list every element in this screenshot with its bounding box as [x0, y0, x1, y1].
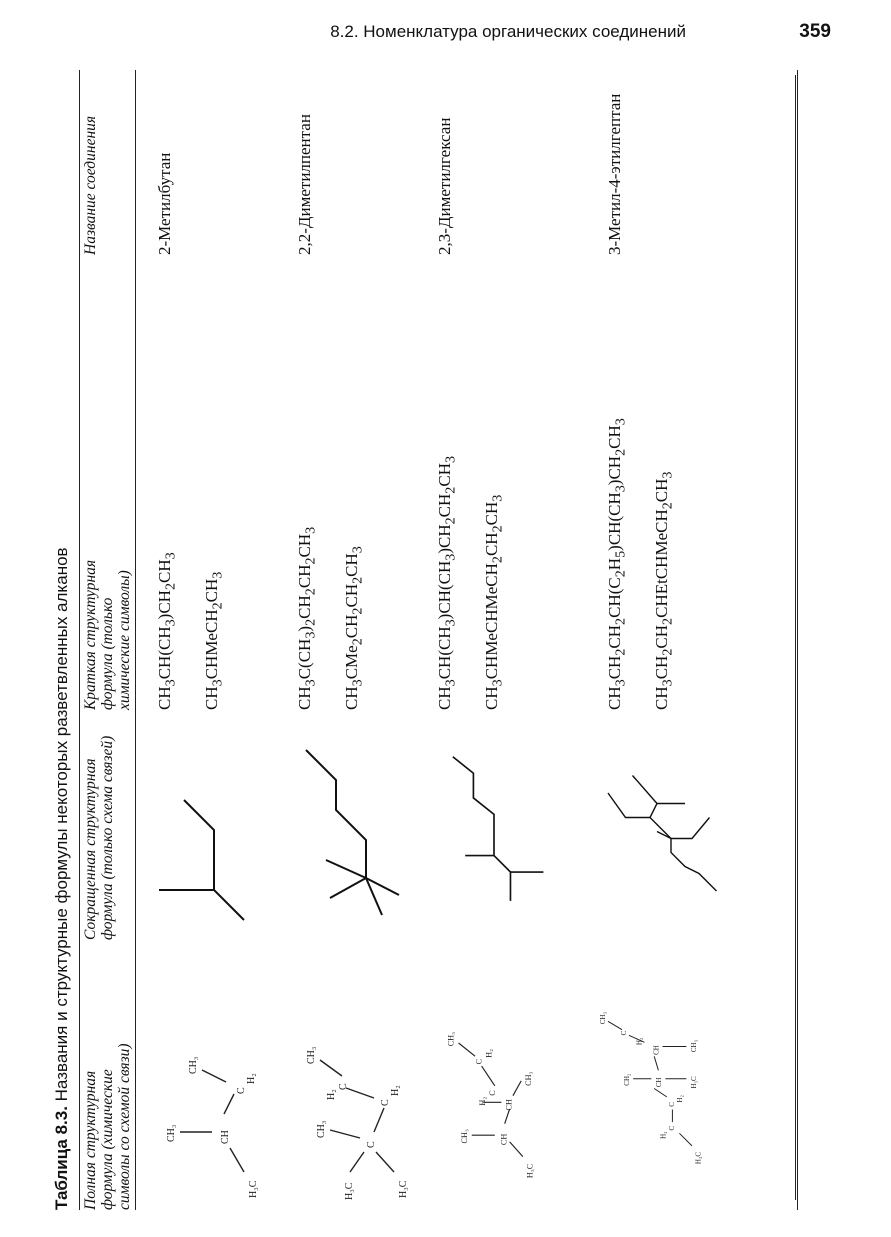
- rotated-table: [52, 70, 812, 1210]
- chapter-title: 8.2. Номенклатура органических соединений: [330, 22, 686, 41]
- formula-subscript: 2: [612, 448, 629, 456]
- formula-part: CHEtCHMeCH: [652, 509, 672, 618]
- condensed-formula: [284, 270, 331, 710]
- condensed-formula-short: [641, 270, 688, 710]
- formula-subscript: 2: [489, 525, 506, 533]
- svg-text:H₃C: H₃C: [248, 1180, 259, 1198]
- col-header-skeletal: [82, 736, 116, 940]
- formula-part: CH: [482, 532, 502, 557]
- condensed-formula-short: [331, 270, 378, 710]
- svg-text:H₃C: H₃C: [694, 1151, 703, 1165]
- table-bottom-rule: [797, 70, 798, 1210]
- svg-text:CH₃: CH₃: [690, 1039, 699, 1053]
- formula-part: )CH: [605, 455, 624, 486]
- formula-part: CH(C: [605, 577, 624, 618]
- formula-part: CH: [605, 624, 624, 649]
- formula-part: CH: [605, 655, 624, 680]
- col-header-line: Сокращенная структурная: [82, 758, 99, 940]
- table-caption-text: Названия и структурные формулы некоторых разветвленных алканов: [52, 547, 71, 1107]
- formula-part: CH: [482, 501, 502, 526]
- formula-subscript: 2: [612, 617, 629, 625]
- formula-part: CH(CH: [155, 626, 174, 680]
- compound-name: 3-Метил-4-этилгептан: [605, 93, 624, 255]
- full-structure-3-methyl-4-ethylheptane: [594, 960, 734, 1210]
- col-header-line: символы со схемой связи): [116, 1043, 133, 1210]
- table-row: [284, 70, 424, 1210]
- condensed-formula: [424, 270, 471, 710]
- formula-part: )CH: [155, 590, 174, 620]
- formula-part: CH: [202, 686, 222, 710]
- formula-subscript: 3: [612, 418, 629, 426]
- condensed-formulas: [144, 270, 239, 710]
- formula-part: CH: [482, 686, 502, 710]
- formula-part: CH: [435, 493, 454, 518]
- condensed-formula: [144, 270, 191, 710]
- table-top-rule: [79, 70, 80, 1210]
- formula-part: CH: [342, 583, 362, 608]
- compound-name: 2,2-Диметилпентан: [295, 114, 314, 255]
- svg-text:CH: CH: [220, 1130, 231, 1144]
- formula-subscript: 3: [349, 546, 366, 554]
- svg-text:H₃C: H₃C: [525, 1163, 535, 1179]
- formula-subscript: 2: [349, 638, 366, 646]
- col-header-line: формула (только: [99, 597, 116, 710]
- table-caption-label: Таблица 8.3.: [52, 1106, 71, 1210]
- formula-subscript: 2: [659, 648, 676, 656]
- svg-text:H₂: H₂: [676, 1095, 685, 1103]
- formula-subscript: 3: [612, 679, 629, 687]
- svg-text:H₂: H₂: [484, 1049, 494, 1058]
- svg-text:CH₂: CH₂: [623, 1073, 631, 1086]
- svg-text:C: C: [380, 1099, 391, 1106]
- svg-text:H₂: H₂: [246, 1073, 257, 1084]
- formula-subscript: 3: [162, 679, 179, 687]
- formula-subscript: 3: [659, 471, 676, 479]
- skeletal-2-methylbutane: [144, 730, 284, 940]
- formula-subscript: 2: [349, 607, 366, 615]
- formula-subscript: 3: [209, 679, 226, 687]
- svg-text:H₃C: H₃C: [690, 1076, 699, 1089]
- table-caption: [52, 70, 72, 1210]
- formula-subscript: 3: [659, 679, 676, 687]
- formula-subscript: 3: [162, 552, 179, 560]
- table-header-rule: [135, 70, 136, 1210]
- formula-part: CH: [605, 425, 624, 449]
- formula-subscript: 2: [442, 486, 459, 494]
- formula-part: CH: [155, 686, 174, 710]
- svg-text:C: C: [487, 1090, 497, 1096]
- formula-subscript: 3: [302, 526, 319, 534]
- formula-subscript: 2: [442, 517, 459, 525]
- formula-subscript: 2: [349, 576, 366, 584]
- condensed-formula-short: [471, 270, 518, 710]
- condensed-formula-short: [191, 270, 238, 710]
- formula-subscript: 5: [612, 550, 629, 558]
- formula-subscript: 2: [612, 648, 629, 656]
- svg-text:CH₃: CH₃: [524, 1071, 534, 1086]
- svg-text:H₂: H₂: [635, 1037, 644, 1046]
- svg-text:C: C: [620, 1030, 629, 1036]
- formula-subscript: 3: [302, 631, 319, 639]
- formula-subscript: 2: [302, 588, 319, 596]
- col-header-condensed: [82, 560, 133, 710]
- formula-part: CH: [295, 533, 314, 558]
- formula-part: CHMeCHMeCH: [482, 563, 502, 680]
- col-header-line: формула (только схема связей): [99, 735, 116, 940]
- col-header-line: химические символы): [116, 570, 133, 710]
- formula-part: )CH(CH: [605, 492, 624, 551]
- formula-part: H: [605, 557, 624, 571]
- formula-subscript: 3: [442, 455, 459, 463]
- col-header-line: Краткая структурная: [82, 559, 99, 710]
- formula-subscript: 3: [442, 553, 459, 561]
- svg-text:CH₃: CH₃: [599, 1011, 608, 1025]
- compound-name: 2-Метилбутан: [155, 152, 174, 255]
- svg-text:H₃C: H₃C: [344, 1182, 355, 1200]
- full-structure-2-3-dimethylhexane: [424, 960, 564, 1210]
- page-number: 359: [799, 21, 831, 42]
- table-row: [424, 70, 594, 1210]
- svg-text:CH₃: CH₃: [459, 1129, 469, 1144]
- formula-part: CHMeCH: [202, 609, 222, 680]
- condensed-formulas: [424, 270, 519, 710]
- svg-text:C: C: [474, 1058, 484, 1065]
- formula-part: CH(CH: [435, 626, 454, 680]
- formula-subscript: 3: [349, 679, 366, 687]
- formula-part: CH: [435, 462, 454, 487]
- table-row: [144, 70, 284, 1210]
- svg-text:CH: CH: [499, 1133, 509, 1146]
- formula-part: CH: [342, 553, 362, 577]
- formula-subscript: 3: [442, 619, 459, 627]
- formula-subscript: 2: [659, 617, 676, 625]
- full-structure-2-2-dimethylpentane: [284, 960, 424, 1210]
- svg-text:CH₃: CH₃: [316, 1120, 327, 1138]
- col-header-line: Название соединения: [82, 115, 99, 255]
- svg-text:H₂: H₂: [326, 1089, 337, 1100]
- svg-text:CH₃: CH₃: [188, 1056, 199, 1074]
- svg-text:CH₃: CH₃: [166, 1124, 177, 1142]
- condensed-formulas: [594, 270, 689, 710]
- formula-subscript: 2: [302, 557, 319, 565]
- col-header-name: [82, 116, 99, 255]
- formula-subscript: 2: [489, 556, 506, 564]
- formula-part: CMe: [342, 645, 362, 680]
- svg-text:C: C: [236, 1087, 247, 1094]
- svg-text:CH: CH: [504, 1099, 514, 1111]
- formula-part: CH: [155, 559, 174, 583]
- formula-subscript: 2: [659, 502, 676, 510]
- col-header-full: [82, 1043, 133, 1210]
- svg-text:C: C: [338, 1083, 349, 1090]
- svg-text:C: C: [667, 1102, 676, 1107]
- condensed-formula: [594, 270, 641, 710]
- svg-text:H₂: H₂: [390, 1085, 401, 1096]
- svg-text:CH: CH: [655, 1077, 664, 1088]
- formula-subscript: 2: [209, 602, 226, 610]
- formula-part: CH: [342, 686, 362, 710]
- formula-part: CH: [652, 655, 672, 680]
- skeletal-2-3-dimethylhexane: [424, 730, 564, 940]
- formula-part: CH: [435, 686, 454, 710]
- formula-part: CH: [652, 686, 672, 710]
- col-header-line: формула (химические: [99, 1069, 116, 1210]
- running-header: [0, 22, 891, 48]
- svg-text:CH₃: CH₃: [306, 1046, 317, 1064]
- formula-part: )CH(CH: [435, 560, 454, 620]
- formula-part: CH: [652, 624, 672, 649]
- skeletal-3-methyl-4-ethylheptane: [594, 730, 734, 940]
- formula-subscript: 3: [302, 679, 319, 687]
- compound-name: 2,3-Диметилгексан: [435, 117, 454, 255]
- svg-text:CH₃: CH₃: [446, 1031, 456, 1047]
- svg-text:H₂: H₂: [477, 1096, 487, 1106]
- formula-subscript: 3: [162, 619, 179, 627]
- formula-part: CH: [202, 578, 222, 603]
- svg-text:C: C: [366, 1141, 377, 1148]
- formula-subscript: 2: [612, 570, 629, 578]
- formula-part: CH: [342, 614, 362, 639]
- condensed-formulas: [284, 270, 379, 710]
- formula-subscript: 2: [162, 582, 179, 591]
- svg-text:CH: CH: [652, 1045, 661, 1055]
- formula-part: CH: [295, 595, 314, 619]
- svg-text:H₂: H₂: [659, 1131, 668, 1139]
- formula-part: CH: [605, 686, 624, 710]
- formula-subscript: 3: [489, 494, 506, 502]
- formula-subscript: 3: [209, 571, 226, 579]
- formula-part: CH: [295, 564, 314, 589]
- formula-subscript: 2: [302, 618, 319, 626]
- formula-subscript: 3: [489, 679, 506, 687]
- formula-part: )CH: [435, 524, 454, 554]
- table-row: [594, 70, 794, 1210]
- svg-text:C: C: [667, 1125, 676, 1131]
- formula-part: CH: [652, 478, 672, 503]
- full-structure-2-methylbutane: [144, 960, 284, 1210]
- skeletal-2-2-dimethylpentane: [284, 730, 424, 940]
- col-header-line: Полная структурная: [82, 1070, 99, 1210]
- formula-part: C(CH: [295, 638, 314, 680]
- formula-subscript: 3: [612, 485, 629, 493]
- svg-text:H₃C: H₃C: [398, 1180, 409, 1198]
- formula-part: CH: [295, 686, 314, 710]
- formula-subscript: 3: [442, 679, 459, 687]
- formula-part: ): [295, 625, 314, 632]
